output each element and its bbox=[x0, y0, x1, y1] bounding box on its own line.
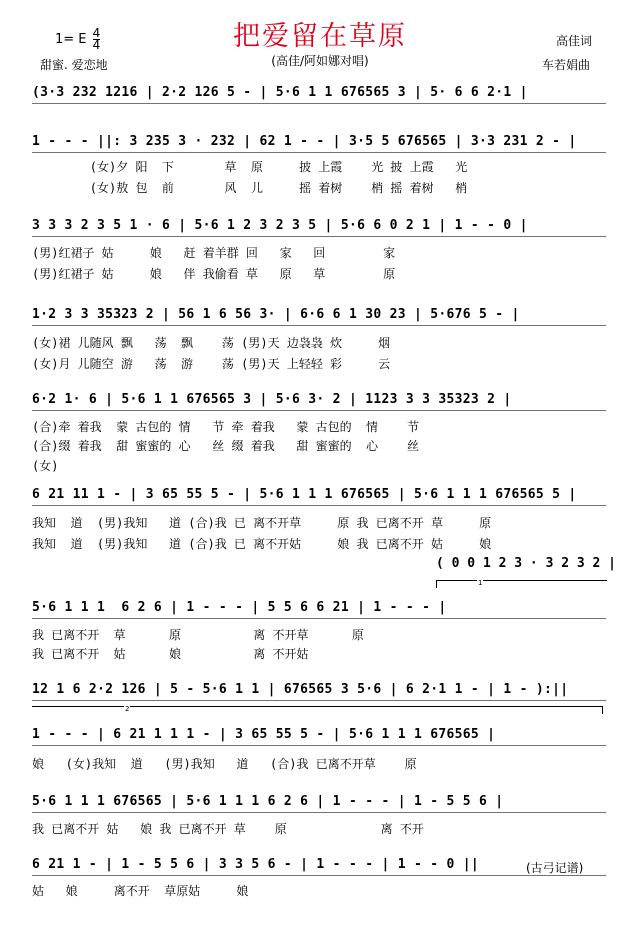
lyric-line-6b: 我知 道 (男)我知 道 (合)我 已 离不开姑 娘 我 已离不开 姑 娘 bbox=[32, 537, 492, 551]
singers-subtitle: (高佳/阿如娜对唱) bbox=[271, 54, 369, 68]
lyric-line-6a: 我知 道 (男)我知 道 (合)我 已 离不开草 原 我 已离不开 草 原 bbox=[32, 516, 492, 530]
song-title: 把爱留在草原 bbox=[233, 21, 407, 52]
lyric-line-9a: 娘 (女)我知 道 (男)我知 道 (合)我 已离不开草 原 bbox=[32, 757, 417, 771]
notation-line-2: 1 - - - ||: 3 235 3 · 232 | 62 1 - - | 3·5 5 676565 | 3·3 231 2 - | bbox=[32, 134, 606, 149]
lyric-line-7b: 我 已离不开 姑 娘 离 不开姑 bbox=[32, 647, 309, 661]
lyric-line-5a: (合)牵 着我 蒙 古包的 情 节 牵 着我 蒙 古包的 情 节 bbox=[32, 420, 419, 434]
notation-line-8: 12 1 6 2·2 126 | 5 - 5·6 1 1 | 676565 3 5·6 | 6 2·1 1 - | 1 - ):|| bbox=[32, 682, 606, 697]
lyricist-credit: 高佳词 bbox=[556, 34, 593, 48]
lyric-line-10a: 我 已离不开 姑 娘 我 已离不开 草 原 离 不开 bbox=[32, 822, 424, 836]
volta-2-label: 2 bbox=[125, 705, 130, 713]
composer-credit: 车若娟曲 bbox=[542, 58, 591, 72]
notation-line-4: 1·2 3 3 35323 2 | 56 1 6 56 3· | 6·6 6 1 30 23 | 5·676 5 - | bbox=[32, 307, 606, 322]
transcriber-note: (古弓记谱) bbox=[526, 861, 584, 875]
lyric-line-3b: (男)红裙子 姑 娘 伴 我偷看 草 原 草 原 bbox=[32, 267, 396, 281]
time-bottom: 4 bbox=[92, 38, 101, 52]
notation-line-6: 6 21 11 1 - | 3 65 55 5 - | 5·6 1 1 1 676565 | 5·6 1 1 1 676565 5 | bbox=[32, 487, 606, 502]
notation-line-10: 5·6 1 1 1 676565 | 5·6 1 1 1 6 2 6 | 1 - - - | 1 - 5 5 6 | bbox=[32, 794, 606, 809]
notation-line-9: 1 - - - | 6 21 1 1 1 - | 3 65 55 5 - | 5·6 1 1 1 676565 | bbox=[32, 727, 606, 742]
time-top: 4 bbox=[92, 26, 101, 40]
volta-bracket-1 bbox=[436, 580, 607, 588]
time-signature bbox=[93, 28, 101, 51]
mood-marking: 甜蜜. 爱恋地 bbox=[40, 58, 108, 72]
volta-1-label: 1 bbox=[478, 579, 483, 587]
lyric-line-3a: (男)红裙子 姑 娘 赶 着羊群 回 家 回 家 bbox=[32, 246, 396, 260]
lyric-line-2b: (女)敖 包 前 风 儿 摇 着树 梢 摇 着树 梢 bbox=[32, 181, 468, 195]
notation-line-5: 6·2 1· 6 | 5·6 1 1 676565 3 | 5·6 3· 2 | 1123 3 3 35323 2 | bbox=[32, 392, 606, 407]
lyric-line-7a: 我 已离不开 草 原 离 不开草 原 bbox=[32, 628, 364, 642]
lyric-line-4b: (女)月 儿随空 游 荡 游 荡 (男)天 上轻轻 彩 云 bbox=[32, 357, 391, 371]
lyric-line-2a: (女)夕 阳 下 草 原 披 上霞 光 披 上霞 光 bbox=[32, 160, 468, 174]
lyric-line-4a: (女)裙 儿随风 飘 荡 飘 荡 (男)天 边袅袅 炊 烟 bbox=[32, 336, 391, 350]
lyric-line-5b: (合)缀 着我 甜 蜜蜜的 心 丝 缀 着我 甜 蜜蜜的 心 丝 bbox=[32, 439, 419, 453]
notation-line-1: (3·3 232 1216 | 2·2 126 5 - | 5·6 1 1 676565 3 | 5· 6 6 2·1 | bbox=[32, 85, 606, 100]
notation-line-3: 3 3 3 2 3 5 1 · 6 | 5·6 1 2 3 2 3 5 | 5·6 6 0 2 1 | 1 - - 0 | bbox=[32, 218, 606, 233]
notation-line-11: 6 21 1 - | 1 - 5 5 6 | 3 3 5 6 - | 1 - - - | 1 - - 0 || bbox=[32, 857, 606, 872]
lyric-line-5c: (女) bbox=[32, 459, 59, 473]
lyric-line-11a: 姑 娘 离不开 草原姑 娘 bbox=[32, 884, 249, 898]
notation-line-7: 5·6 1 1 1 6 2 6 | 1 - - - | 5 5 6 6 21 | 1 - - - | bbox=[32, 600, 606, 615]
volta-bracket-2 bbox=[32, 706, 603, 714]
key-label: 1= E bbox=[55, 32, 87, 47]
key-signature bbox=[55, 28, 100, 51]
interlude-notes: ( 0 0 1 2 3 · 3 2 3 2 | bbox=[436, 556, 617, 571]
